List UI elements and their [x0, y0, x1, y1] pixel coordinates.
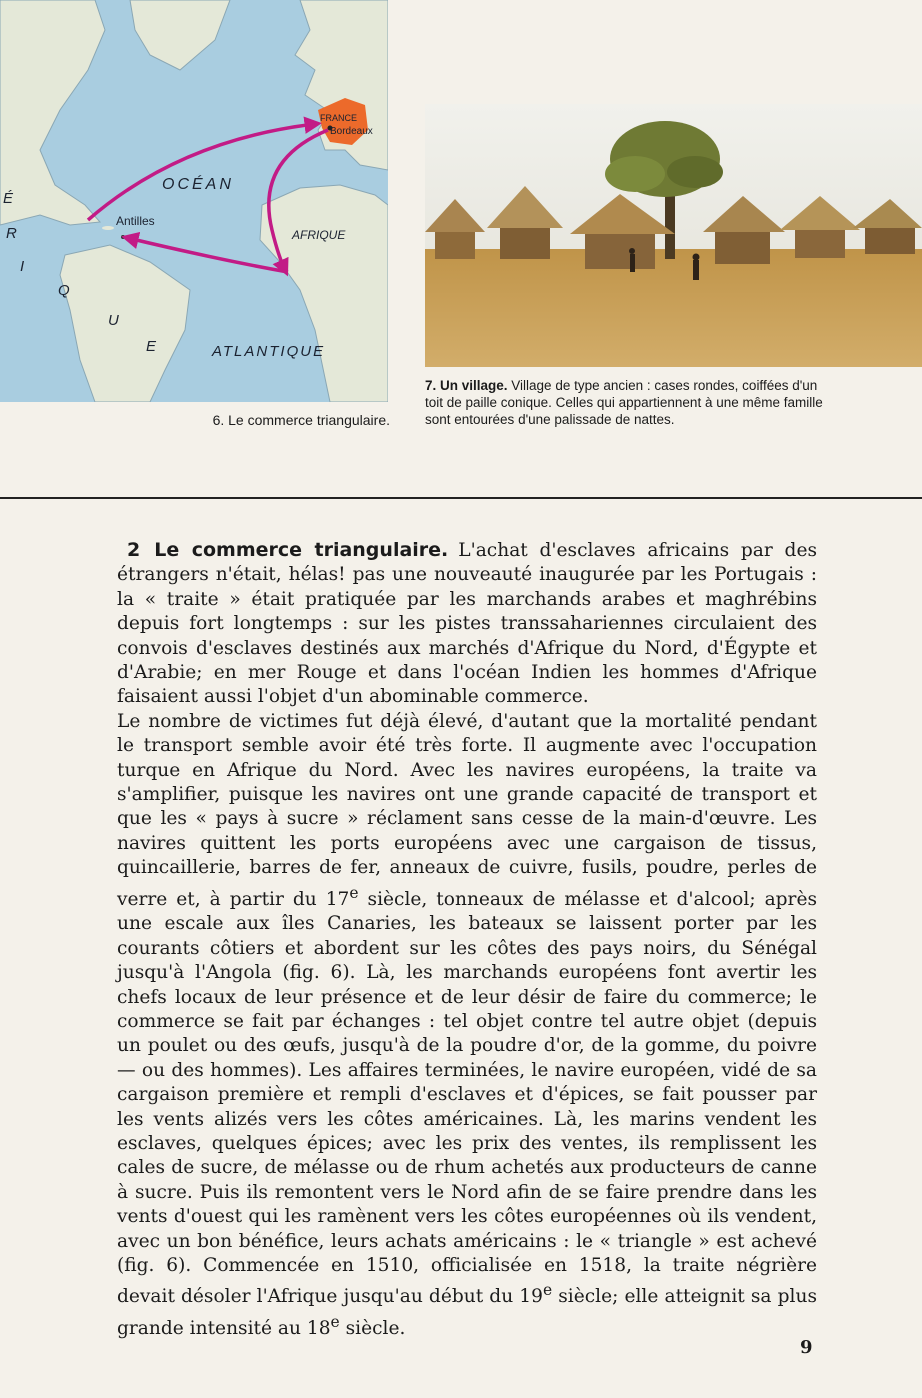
- article-body: [117, 538, 817, 1342]
- amerique-letter-4: Q: [58, 282, 70, 299]
- amerique-letter-1: É: [3, 190, 14, 207]
- amerique-letter-2: R: [6, 225, 17, 242]
- photo-caption: [425, 377, 825, 428]
- paragraph-2-part-d: siècle.: [339, 1318, 406, 1340]
- superscript-e: e: [542, 1281, 553, 1300]
- afrique-label: AFRIQUE: [292, 228, 346, 242]
- map-caption: 6. Le commerce triangulaire.: [212, 412, 390, 428]
- bordeaux-label: Bordeaux: [330, 126, 373, 137]
- photo-caption-title: 7. Un village.: [425, 378, 508, 393]
- paragraph-1: [117, 538, 817, 710]
- greenland-landmass: [130, 0, 230, 70]
- photo-caption-text: Village de type ancien : cases rondes, coiffées d'un toit de paille conique. Celles qui appartiennent à une même famille sont entourées d'une palissade de nattes.: [425, 378, 823, 427]
- antilles-label: Antilles: [116, 214, 155, 228]
- north-america-landmass: [0, 0, 105, 225]
- atlantique-label: ATLANTIQUE: [212, 343, 326, 360]
- superscript-e: e: [330, 1312, 340, 1331]
- south-america-landmass: [60, 245, 190, 402]
- amerique-letter-6: E: [146, 338, 157, 355]
- amerique-letter-3: I: [20, 258, 25, 275]
- village-photo: [425, 104, 922, 367]
- amerique-letter-5: U: [108, 312, 119, 329]
- paragraph-2: [117, 710, 817, 1342]
- section-title: Le commerce triangulaire.: [154, 539, 449, 561]
- europe-landmass: [295, 0, 388, 170]
- africa-landmass: [260, 185, 388, 402]
- paragraph-2-part-c: siècle; elle atteignit sa plus grande intensité au 18: [117, 1286, 817, 1340]
- triangular-trade-map: [0, 0, 388, 402]
- caribbean-island: [102, 226, 114, 230]
- paragraph-2-part-a: Le nombre de victimes fut déjà élevé, d'autant que la mortalité pendant le transport semble avoir été très forte. Il augmente avec l'occupation turque en Afrique du Nord. Avec les navires européens, la traite va s'amplifier, puisque les navires ont une grande capacité de transport et que les « pays à sucre » réclament sans cesse de la main-d'œuvre. Les navires quittent les ports européens avec une cargaison de tissus, quincaillerie, barres de fer, anneaux de cuivre, fusils, poudre, perles de verre et, à partir du 17: [117, 710, 817, 910]
- paragraph-1-text: L'achat d'esclaves africains par des étrangers n'était, hélas! pas une nouveauté inaugurée par les Portugais : la « traite » était pratiquée par les marchands arabes et maghrébins depuis fort longtemps : sur les pistes transsahariennes circulaient des convois d'esclaves destinés aux marchés d'Afrique du Nord, d'Égypte et d'Arabie; en mer Rouge et dans l'océan Indien les hommes d'Afrique faisaient aussi l'objet d'un abominable commerce.: [117, 540, 817, 708]
- ocean-label: OCÉAN: [162, 176, 234, 193]
- page-number: 9: [800, 1337, 813, 1358]
- france-label: FRANCE: [320, 113, 358, 123]
- village-illustration: [425, 104, 922, 367]
- antilles-dot: [121, 235, 125, 239]
- superscript-e: e: [349, 883, 359, 902]
- paragraph-2-part-b: siècle, tonneaux de mélasse et d'alcool; après une escale aux îles Canaries, les bateaux se laissent porter par les courants côtiers et abordent sur les côtes des pays noirs, du Sénégal jusqu'à l'Angola (fig. 6). Là, les marchands européens font avertir les chefs locaux de leur présence et de leur désir de faire du commerce; le commerce se fait par échanges : tel objet contre tel autre objet (depuis un poulet ou des œufs, jusqu'à de la poudre d'or, de la gomme, du poivre — ou des hommes). Les affaires terminées, le navire européen, vidé de sa cargaison première et rempli d'esclaves et d'épices, se fait pousser par les vents alizés vers les côtes américaines. Là, les marins vendent les esclaves, quelques épices; avec les prix des ventes, ils remplissent les cales de sucre, de mélasse ou de rhum achetés aux producteurs de canne à sucre. Puis ils remontent vers le Nord afin de se faire prendre dans les vents d'ouest qui les ramènent vers les côtes européennes où ils vendent, avec un bon bénéfice, leurs achats américains : le « triangle » est achevé (fig. 6). Commencée en 1510, officialisée en 1518, la traite négrière devait désoler l'Afrique jusqu'au début du 19: [117, 888, 817, 1308]
- section-divider: [0, 497, 922, 499]
- section-number: 2: [127, 539, 141, 561]
- map-drawing: [0, 0, 388, 402]
